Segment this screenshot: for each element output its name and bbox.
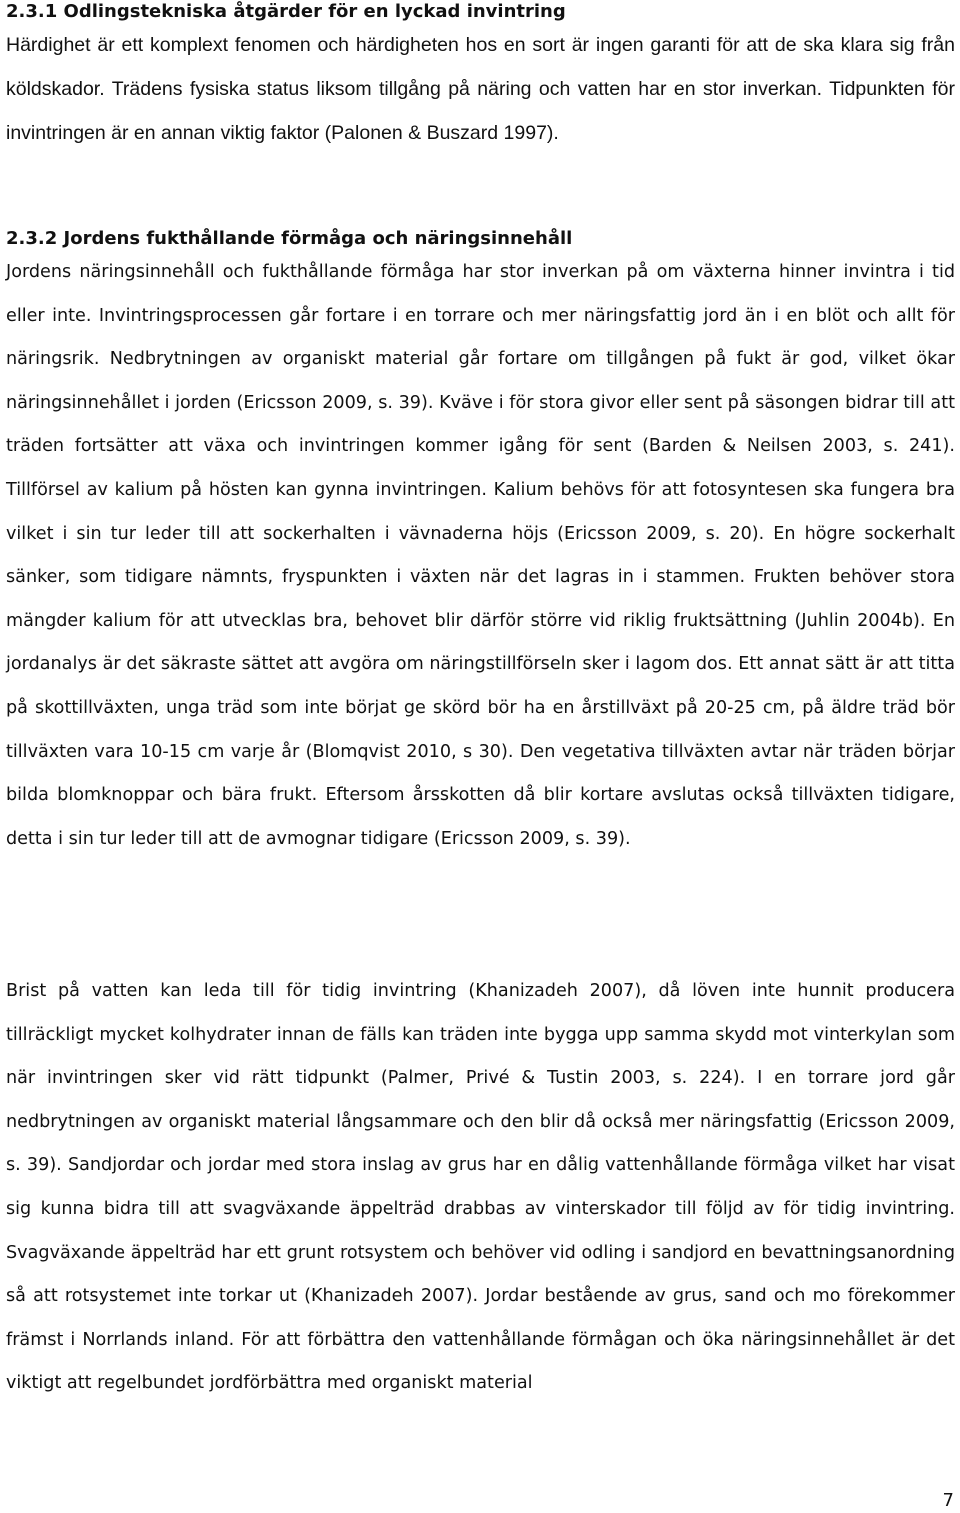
section-paragraph: Jordens näringsinnehåll och fukthållande förmåga har stor inverkan på om växterna hinner invintra i tid eller inte. Invintringsprocessen går fortare i en torrare och mer näringsfattig jord än i en blöt och allt för näringsrik. Nedbrytningen av organiskt material går fortare om tillgången på fukt är god, vilket ökar näringsinnehållet i jorden (Ericsson 2009, s. 39). Kväve i för stora givor eller sent på säsongen bidrar till att träden fortsätter att växa och invintringen kommer igång för sent (Barden & Neilsen 2003, s. 241). Tillförsel av kalium på hösten kan gynna invintringen. Kalium behövs för att fotosyntesen ska fungera bra vilket i sin tur leder till att sockerhalten i vävnaderna höjs (Ericsson 2009, s. 20). En högre sockerhalt sänker, som tidigare nämnts, fryspunkten i växten när det lagras in i stammen. Frukten behöver stora mängder kalium för att utvecklas bra, behovet blir därför större vid riklig fruktsättning (Juhlin 2004b). En jordanalys är det säkraste sättet att avgöra om näringstillförseln sker i lagom dos. Ett annat sätt är att titta på skottillväxten, unga träd som inte börjat ge skörd bör ha en årstillväxt på 20-25 cm, på äldre träd bör tillväxten vara 10-15 cm varje år (Blomqvist 2010, s 30). Den vegetativa tillväxten avtar när träden börjar bilda blomknoppar och bära frukt. Eftersom årsskotten då blir kortare avslutas också tillväxten tidigare, detta i sin tur leder till att de avmognar tidigare (Ericsson 2009, s. 39). — [6, 262, 955, 849]
section-paragraph: Brist på vatten kan leda till för tidig invintring (Khanizadeh 2007), då löven inte hunnit producera tillräckligt mycket kolhydrater innan de fälls kan träden inte bygga upp samma skydd mot vinterkylan som när invintringen sker vid rätt tidpunkt (Palmer, Privé & Tustin 2003, s. 224). I en torrare jord går nedbrytningen av organiskt material långsammare och den blir då också mer näringsfattig (Ericsson 2009, s. 39). Sandjordar och jordar med stora inslag av grus har en dålig vattenhållande förmåga vilket har visat sig kunna bidra till att svagväxande äppelträd drabbas av vinterskador till följd av för tidig invintring. Svagväxande äppelträd har ett grunt rotsystem och behöver vid odling i sandjord en bevattningsanordning så att rotsystemet inte torkar ut (Khanizadeh 2007). Jordar bestående av grus, sand och mo förekommer främst i Norrlands inland. För att förbättra den vattenhållande förmågan och öka näringsinnehållet är det viktigt att regelbundet jordförbättra med organiskt material — [6, 981, 955, 1394]
section-heading-2-3-2: 2.3.2 Jordens fukthållande förmåga och näringsinnehåll — [6, 228, 573, 249]
section-paragraph: Härdighet är ett komplext fenomen och härdigheten hos en sort är ingen garanti för att de ska klara sig från köldskador. Trädens fysiska status liksom tillgång på näring och vatten har en stor inverkan. Tidpunkten för invintringen är en annan viktig faktor (Palonen & Buszard 1997). — [6, 34, 955, 144]
section-heading-2-3-1: 2.3.1 Odlingstekniska åtgärder för en lyckad invintring — [6, 1, 566, 22]
page-number: 7 — [942, 1490, 954, 1511]
